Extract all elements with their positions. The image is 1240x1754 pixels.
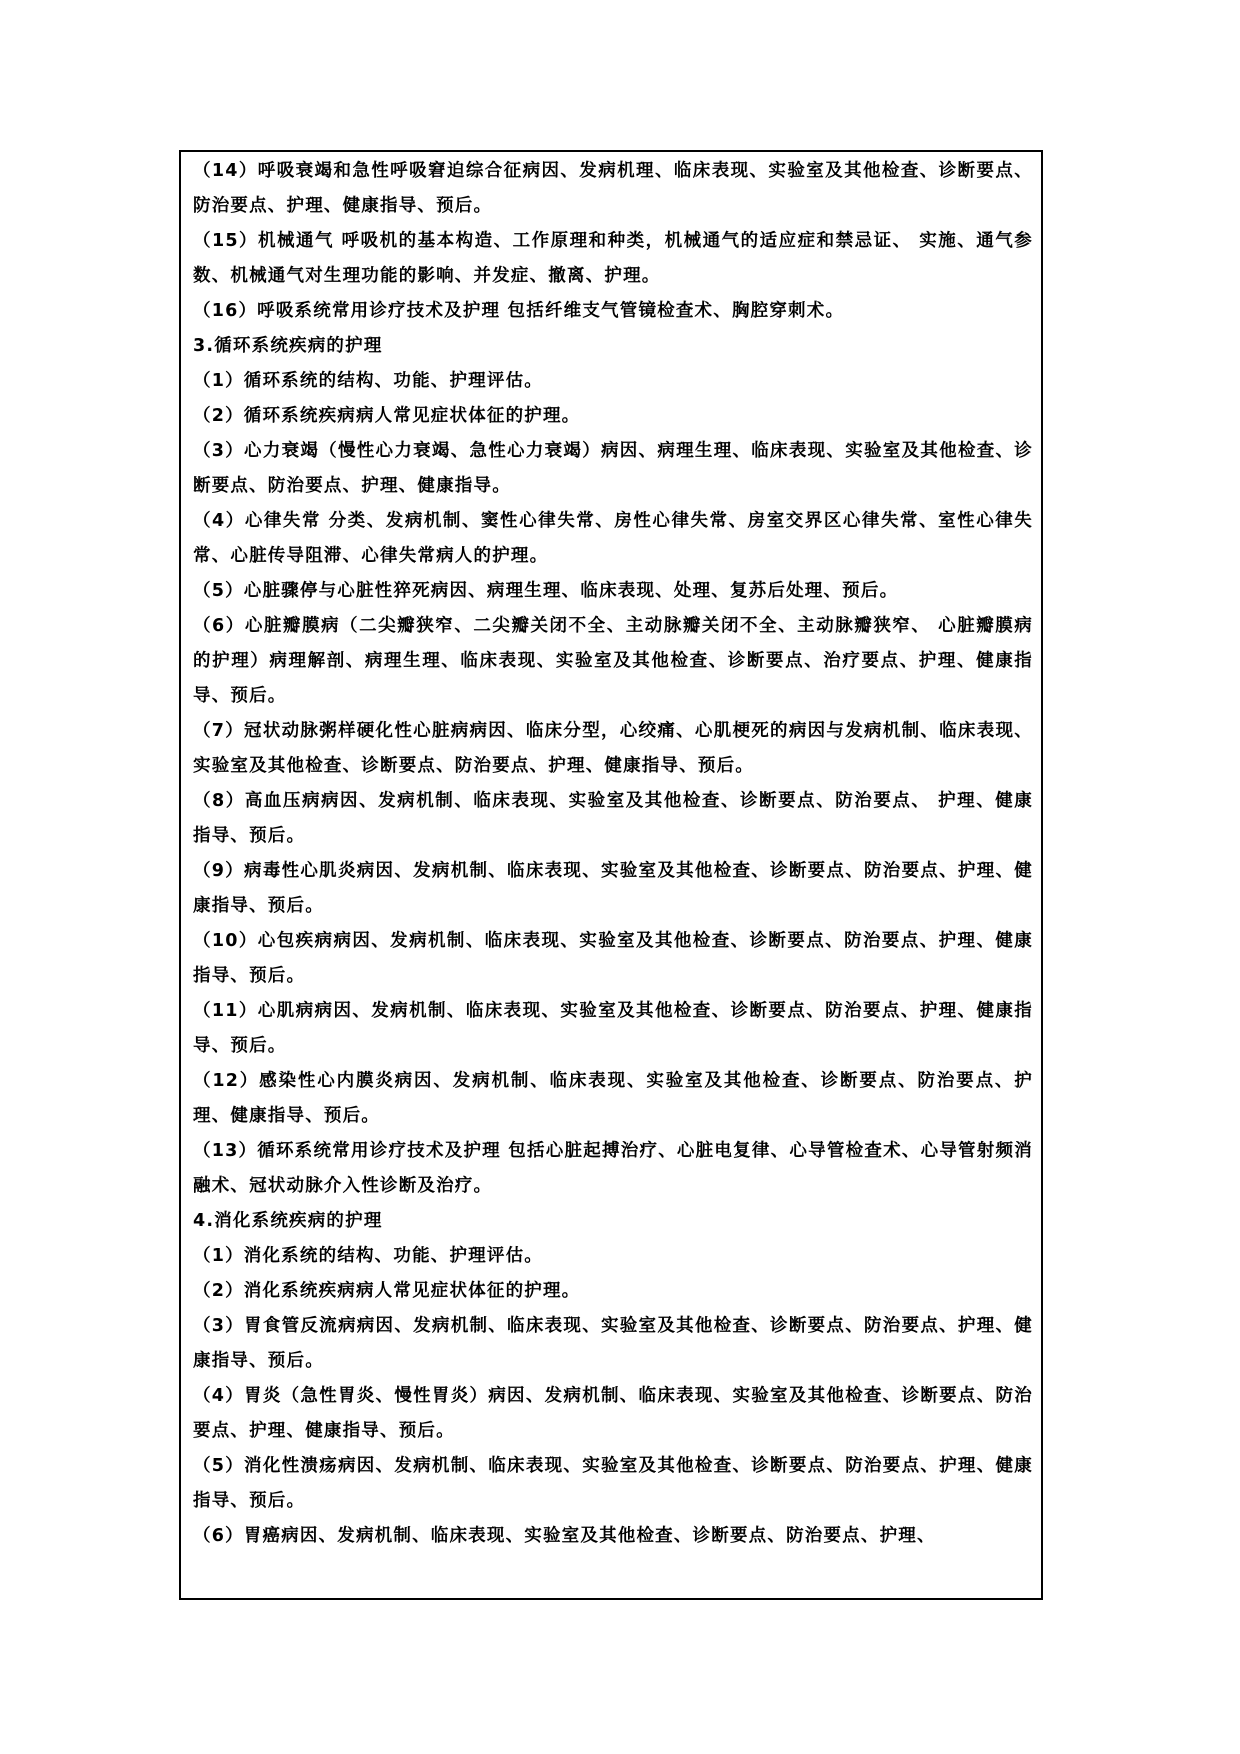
item-heart-failure: （3）心力衰竭（慢性心力衰竭、急性心力衰竭）病因、病理生理、临床表现、实验室及其他检查、诊断要点、防治要点、护理、健康指导。 xyxy=(193,441,1033,496)
item-circulatory-structure: （1）循环系统的结构、功能、护理评估。 xyxy=(193,371,543,391)
item-digestive-symptoms: （2）消化系统疾病病人常见症状体征的护理。 xyxy=(193,1281,581,1301)
section-heading-circulatory: 3.循环系统疾病的护理 xyxy=(193,336,383,356)
item-respiratory-failure: （14）呼吸衰竭和急性呼吸窘迫综合征病因、发病机理、临床表现、实验室及其他检查、诊断要点、防治要点、护理、健康指导、预后。 xyxy=(193,161,1033,216)
item-viral-myocarditis: （9）病毒性心肌炎病因、发病机制、临床表现、实验室及其他检查、诊断要点、防治要点、护理、健康指导、预后。 xyxy=(193,861,1033,916)
section-heading-digestive: 4.消化系统疾病的护理 xyxy=(193,1211,383,1231)
item-mechanical-ventilation: （15）机械通气 呼吸机的基本构造、工作原理和种类，机械通气的适应症和禁忌证、 实施、通气参数、机械通气对生理功能的影响、并发症、撤离、护理。 xyxy=(193,231,1033,286)
item-arrhythmia: （4）心律失常 分类、发病机制、窦性心律失常、房性心律失常、房室交界区心律失常、室性心律失常、心脏传导阻滞、心律失常病人的护理。 xyxy=(193,511,1033,566)
item-hypertension: （8）高血压病病因、发病机制、临床表现、实验室及其他检查、诊断要点、防治要点、 护理、健康指导、预后。 xyxy=(193,791,1033,846)
item-coronary-heart-disease: （7）冠状动脉粥样硬化性心脏病病因、临床分型，心绞痛、心肌梗死的病因与发病机制、临床表现、实验室及其他检查、诊断要点、防治要点、护理、健康指导、预后。 xyxy=(193,721,1033,776)
item-gastritis: （4）胃炎（急性胃炎、慢性胃炎）病因、发病机制、临床表现、实验室及其他检查、诊断要点、防治要点、护理、健康指导、预后。 xyxy=(193,1386,1033,1441)
item-circulatory-techniques: （13）循环系统常用诊疗技术及护理 包括心脏起搏治疗、心脏电复律、心导管检查术、心导管射频消融术、冠状动脉介入性诊断及治疗。 xyxy=(193,1141,1033,1196)
item-digestive-structure: （1）消化系统的结构、功能、护理评估。 xyxy=(193,1246,543,1266)
item-gerd: （3）胃食管反流病病因、发病机制、临床表现、实验室及其他检查、诊断要点、防治要点、护理、健康指导、预后。 xyxy=(193,1316,1033,1371)
item-cardiac-arrest: （5）心脏骤停与心脏性猝死病因、病理生理、临床表现、处理、复苏后处理、预后。 xyxy=(193,581,899,601)
item-infective-endocarditis: （12）感染性心内膜炎病因、发病机制、临床表现、实验室及其他检查、诊断要点、防治要点、护理、健康指导、预后。 xyxy=(193,1071,1033,1126)
item-respiratory-techniques: （16）呼吸系统常用诊疗技术及护理 包括纤维支气管镜检查术、胸腔穿刺术。 xyxy=(193,301,845,321)
item-valvular-disease: （6）心脏瓣膜病（二尖瓣狭窄、二尖瓣关闭不全、主动脉瓣关闭不全、主动脉瓣狭窄、 心脏瓣膜病的护理）病理解剖、病理生理、临床表现、实验室及其他检查、诊断要点、治疗要点、护理、健康指导、预后。 xyxy=(193,616,1033,706)
content-table-cell xyxy=(179,150,1043,1600)
item-circulatory-symptoms: （2）循环系统疾病病人常见症状体征的护理。 xyxy=(193,406,581,426)
item-gastric-cancer: （6）胃癌病因、发病机制、临床表现、实验室及其他检查、诊断要点、防治要点、护理、 xyxy=(193,1526,936,1546)
item-peptic-ulcer: （5）消化性溃疡病因、发病机制、临床表现、实验室及其他检查、诊断要点、防治要点、护理、健康指导、预后。 xyxy=(193,1456,1033,1511)
item-cardiomyopathy: （11）心肌病病因、发病机制、临床表现、实验室及其他检查、诊断要点、防治要点、护理、健康指导、预后。 xyxy=(193,1001,1033,1056)
item-pericardial-disease: （10）心包疾病病因、发病机制、临床表现、实验室及其他检查、诊断要点、防治要点、护理、健康指导、预后。 xyxy=(193,931,1033,986)
